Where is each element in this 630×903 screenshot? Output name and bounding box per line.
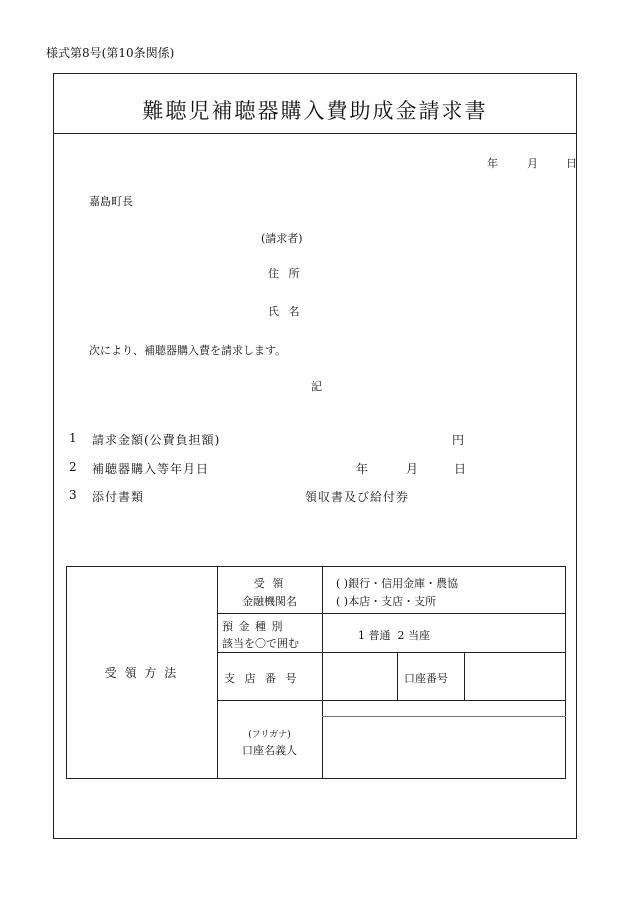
requester-label: (請求者) [261, 232, 303, 245]
table-row-divider-3 [217, 700, 566, 701]
address-label: 住 所 [268, 267, 303, 280]
form-frame [53, 73, 577, 839]
form-title: 難聴児補聴器購入費助成金請求書 [142, 99, 488, 123]
table-border-bottom [66, 778, 566, 779]
institution-value-2: ( )本店・支店・支所 [336, 595, 437, 608]
item-1-number: 1 [69, 431, 77, 445]
institution-label-2: 金融機関名 [242, 595, 297, 608]
table-col-divider-4 [464, 652, 465, 700]
item-3-value: 領収書及び給付券 [305, 490, 410, 504]
item-2-label: 補聴器購入等年月日 [92, 462, 210, 476]
table-border-top [66, 566, 566, 567]
item-3-number: 3 [69, 488, 77, 502]
date-month: 月 [527, 157, 538, 170]
ki-mark: 記 [311, 380, 322, 393]
deposit-type-label-1: 預 金 種 別 [222, 620, 284, 633]
item-2-month: 月 [406, 462, 419, 476]
institution-label-1: 受 領 [253, 577, 286, 590]
title-separator [53, 133, 577, 134]
table-row-divider-2 [217, 652, 566, 653]
account-number-label: 口座番号 [404, 672, 448, 685]
branch-number-label: 支 店 番 号 [224, 672, 300, 685]
institution-value-1: ( )銀行・信用金庫・農協 [336, 577, 459, 590]
request-statement: 次により、補聴器購入費を請求します。 [89, 344, 287, 357]
table-border-right [565, 566, 566, 779]
deposit-type-label-2: 該当を〇で囲む [222, 637, 299, 650]
form-number: 様式第8号(第10条関係) [46, 46, 175, 60]
furigana-divider [322, 716, 566, 717]
deposit-type-value: 1 普通 2 当座 [358, 629, 430, 642]
date-day: 日 [566, 157, 577, 170]
table-col-divider-2 [322, 566, 323, 779]
addressee: 嘉島町長 [89, 195, 133, 208]
name-label: 氏 名 [268, 305, 303, 318]
item-1-yen: 円 [452, 433, 465, 447]
item-2-number: 2 [69, 460, 77, 474]
item-2-year: 年 [356, 462, 369, 476]
table-col-divider-3 [397, 652, 398, 700]
receipt-method-label: 受 領 方 法 [104, 666, 179, 680]
item-1-label: 請求金額(公費負担額) [92, 433, 221, 447]
item-3-label: 添付書類 [92, 490, 145, 504]
account-holder-label: 口座名義人 [242, 744, 297, 757]
furigana-label: (フリガナ) [248, 730, 291, 740]
item-2-day: 日 [454, 462, 467, 476]
table-row-divider-1 [217, 613, 566, 614]
date-year: 年 [487, 157, 498, 170]
